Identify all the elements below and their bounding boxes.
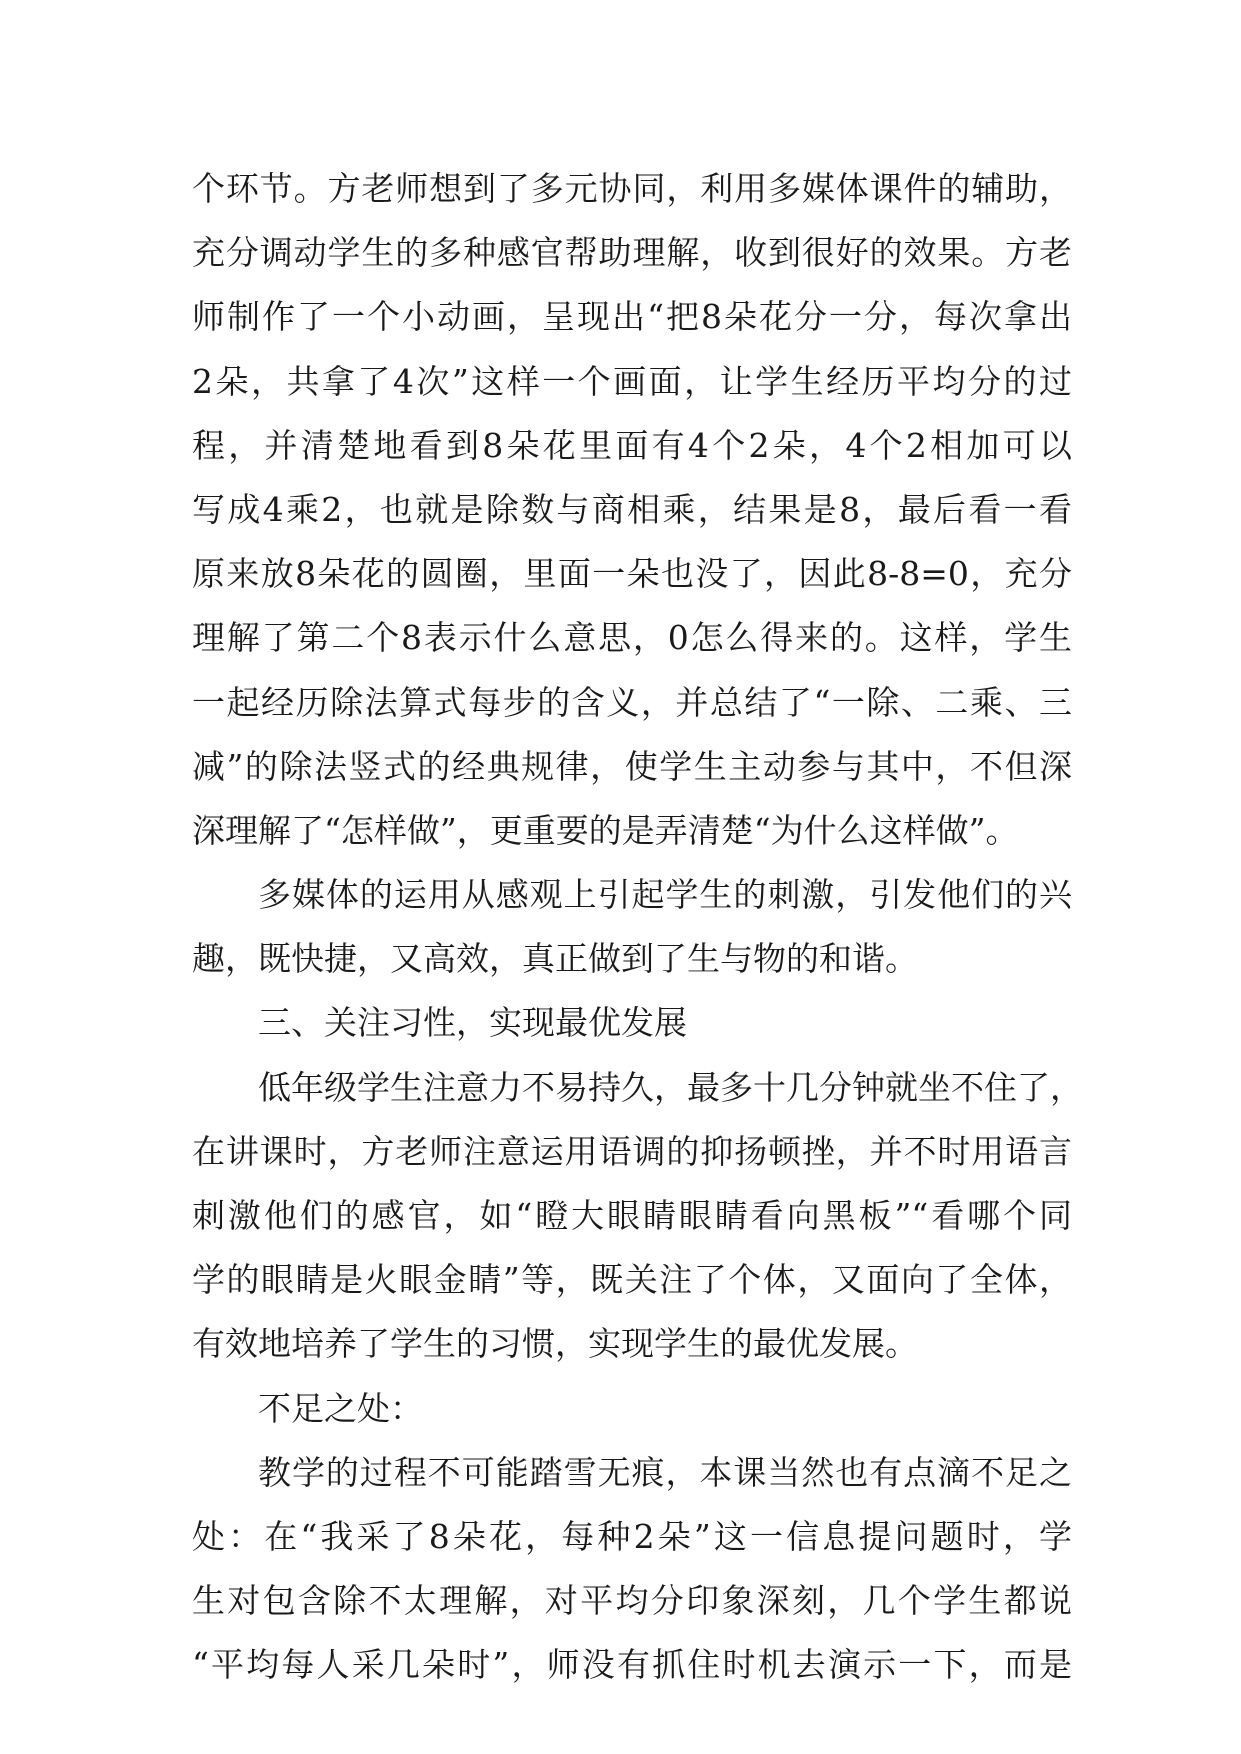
text-line: 学的眼睛是火眼金睛”等，既关注了个体，又面向了全体， [192,1260,1072,1300]
text-line: 三、关注习性，实现最优发展 [258,1003,687,1043]
text-line: 理解了第二个8表示什么意思，0怎么得来的。这样，学生 [192,618,1072,658]
document-body [192,157,1083,1698]
text-line: 原来放8朵花的圆圈，里面一朵也没了，因此8-8=0，充分 [192,554,1072,594]
text-line: 充分调动学生的多种感官帮助理解，收到很好的效果。方老 [192,233,1072,273]
text-line: 教学的过程不可能踏雪无痕，本课当然也有点滴不足之 [258,1452,1072,1492]
text-line: 深理解了“怎样做”，更重要的是弄清楚“为什么这样做”。 [192,810,1019,850]
text-line: 师制作了一个小动画，呈现出“把8朵花分一分，每次拿出 [192,297,1072,337]
text-line: 刺激他们的感官，如“瞪大眼睛眼睛看向黑板”“看哪个同 [192,1196,1072,1235]
text-line: 2朵，共拿了4次”这样一个画面，让学生经历平均分的过 [192,361,1072,401]
text-line: 多媒体的运用从感观上引起学生的刺激，引发他们的兴 [258,875,1072,915]
text-line: 处：在“我采了8朵花，每种2朵”这一信息提问题时，学 [192,1516,1072,1556]
text-line: 程，并清楚地看到8朵花里面有4个2朵，4个2相加可以 [192,425,1072,465]
text-line: 减”的除法竖式的经典规律，使学生主动参与其中，不但深 [192,746,1072,786]
text-line: “平均每人采几朵时”，师没有抓住时机去演示一下，而是 [192,1645,1072,1685]
text-line: 个环节。方老师想到了多元协同，利用多媒体课件的辅助， [192,169,1072,208]
text-line: 不足之处： [258,1388,423,1428]
text-line: 趣，既快捷，又高效，真正做到了生与物的和谐。 [192,939,918,979]
text-line: 有效地培养了学生的习惯，实现学生的最优发展。 [192,1324,918,1364]
text-line: 写成4乘2，也就是除数与商相乘，结果是8，最后看一看 [192,489,1072,529]
text-line: 生对包含除不太理解，对平均分印象深刻，几个学生都说 [192,1581,1072,1621]
text-line: 在讲课时，方老师注意运用语调的抑扬顿挫，并不时用语言 [192,1131,1072,1171]
text-line: 一起经历除法算式每步的含义，并总结了“一除、二乘、三 [192,682,1072,722]
text-line: 低年级学生注意力不易持久，最多十几分钟就坐不住了， [258,1067,1083,1107]
